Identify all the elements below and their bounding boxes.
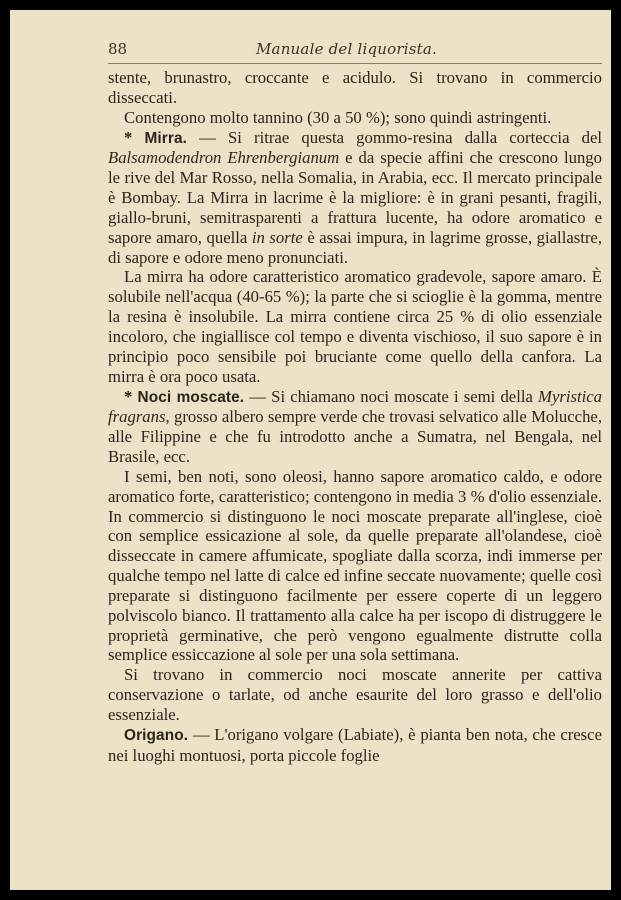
paragraph-semi: I semi, ben noti, sono oleosi, hanno sapore aromatico caldo, e odore aromatico forte, caratteristico; contengono in media 3 % d'olio essenziale. In commercio si distinguono le noci moscate preparate all'inglese, cioè con semplice essicazione al sole, da quelle preparate all'olandese, cioè disseccate in camere affumicate, spogliate dalla scorza, indi immerse per qualche tempo nel latte di calce ed infine seccate nuovamente; quelle così preparate si distinguono facilmente per essere coperte di un leggero polviscolo bianco. Il trattamento alla calce ha per iscopo di distruggere le proprietà germinative, che però vengono egualmente distrutte colla semplice essiccazione al sole per una sola settimana.	[108, 466, 602, 665]
page-number: 88	[108, 40, 128, 58]
asterisk-mark: *	[124, 386, 133, 406]
latin-name: Myristica fragrans	[108, 386, 603, 427]
entry-origano	[108, 725, 602, 766]
entry-text: e da specie affini che crescono lungo le rive del Mar Rosso, nella Somalia, in Arabia, ecc. Il mercato principale è Bombay. La Mirra in lacrime è la migliore: è in grani pesanti, fragili, giallo-bruni, semitrasparenti a frattura lucente, ha odore aromatico e sapore amaro, quella	[108, 148, 602, 247]
entry-text: è assai impura, in lagrime grosse, giallastre, di sapore e odore meno pronunciati.	[108, 227, 602, 267]
entry-term-mirra: Mirra.	[144, 129, 188, 147]
entry-mirra	[108, 128, 602, 268]
italic-phrase: in sorte	[251, 227, 303, 247]
page-body	[108, 68, 602, 766]
running-title: Manuale del liquorista.	[256, 40, 437, 58]
page-header	[10, 40, 611, 62]
entry-term-noci-moscate: Noci moscate.	[137, 388, 245, 406]
asterisk-mark: *	[124, 127, 133, 147]
entry-noci-moscate	[108, 387, 602, 467]
paragraph-mirra-properties: La mirra ha odore caratteristico aromatico gradevole, sapore amaro. È solubile nell'acqua (40-65 %); la parte che si scioglie è la gomma, mentre la resina è insolubile. La mirra contiene circa 25 % di olio essenziale incoloro, che ingiallisce col tempo e diventa vischioso, il suo sapore è in principio poco sensibile poi bruciante come quello della canfora. La mirra è ora poco usata.	[108, 267, 602, 386]
latin-name: Balsamodendron Ehrenbergianum	[108, 148, 340, 168]
entry-text: — Si ritrae questa gommo-resina dalla corteccia del	[187, 127, 603, 147]
paragraph-continuation: stente, brunastro, croccante e acidulo. Si trovano in commercio disseccati.	[108, 68, 602, 107]
entry-text: , grosso albero sempre verde che trovasi selvatico alle Molucche, alle Filippine e che fu introdotto anche a Sumatra, nel Bengala, nel Brasile, ecc.	[108, 407, 602, 467]
book-page	[10, 10, 611, 890]
entry-term-origano: Origano.	[124, 726, 189, 744]
header-rule	[108, 63, 602, 64]
entry-text: — Si chiamano noci moscate i semi della	[244, 386, 539, 406]
paragraph-annerite: Si trovano in commercio noci moscate annerite per cattiva conservazione o tarlate, od anche esaurite del loro grasso e dell'olio essenziale.	[108, 665, 602, 724]
paragraph-tannin: Contengono molto tannino (30 a 50 %); sono quindi astringenti.	[124, 107, 552, 127]
entry-text: — L'origano volgare (Labiate), è pianta ben nota, che cresce nei luoghi montuosi, porta piccole foglie	[108, 724, 602, 765]
